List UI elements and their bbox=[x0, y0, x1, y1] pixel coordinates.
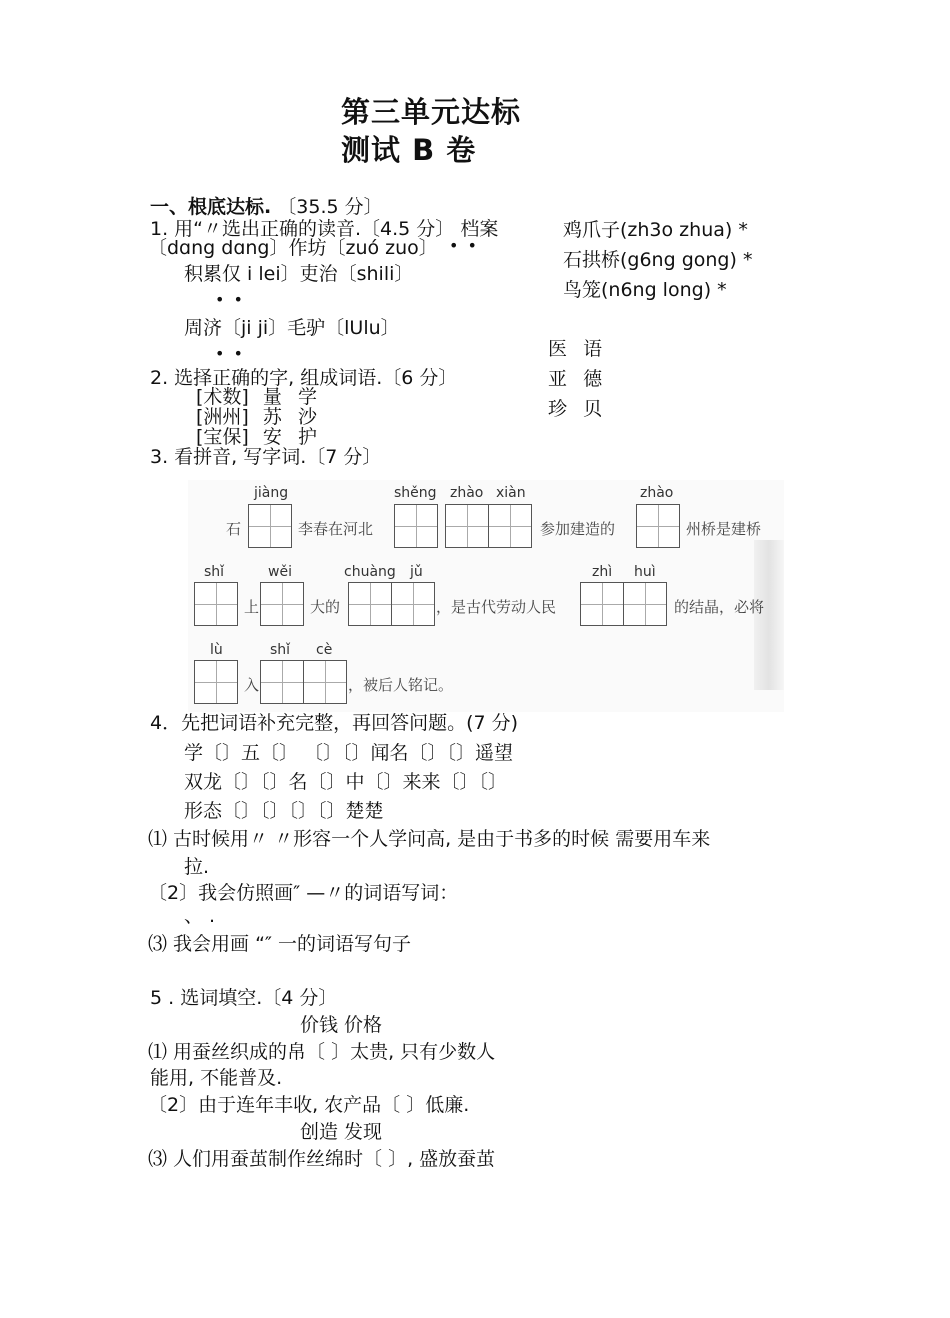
q2-stem: 2. 选择正确的字, 组成词语.〔6 分〕 bbox=[150, 367, 458, 389]
writing-cell[interactable] bbox=[394, 504, 438, 548]
pinyin-writing-grid bbox=[188, 480, 784, 712]
grid-text: ，是古代劳动人民 bbox=[436, 598, 557, 616]
q2-row-2 bbox=[196, 407, 317, 427]
grid-pinyin: shǐ bbox=[204, 564, 225, 580]
q4-sub2: 〔2〕我会仿照画″ —〃的词语写词： bbox=[148, 882, 459, 904]
grid-pinyin: huì bbox=[634, 564, 656, 580]
q5-options-1: 价钱 价格 bbox=[300, 1014, 383, 1036]
writing-cell[interactable] bbox=[194, 660, 238, 704]
q2-right-row-3 bbox=[548, 398, 602, 420]
q2-right-word: 语 bbox=[583, 338, 603, 360]
q1-dots3: • • bbox=[215, 290, 245, 309]
grid-text: 州桥是建桥 bbox=[686, 520, 762, 538]
grid-pinyin: chuàng bbox=[344, 564, 396, 580]
q2-choice: [术数] bbox=[196, 386, 249, 408]
writing-cell[interactable] bbox=[445, 504, 489, 548]
q1-line3: 积累仅 i lei〕吏治〔shili〕 bbox=[184, 263, 414, 285]
q1-dots4: • • bbox=[215, 344, 245, 363]
q1-right-3: 鸟笼(n6ng long) * bbox=[563, 279, 727, 301]
grid-pinyin: zhào bbox=[450, 485, 484, 501]
q3-stem: 3. 看拼音, 写字词.〔7 分〕 bbox=[150, 446, 382, 468]
grid-pinyin: cè bbox=[316, 642, 333, 658]
writing-cell[interactable] bbox=[391, 582, 435, 626]
writing-cell[interactable] bbox=[303, 660, 347, 704]
page-title-line1: 第三单元达标 bbox=[341, 95, 522, 129]
writing-cell[interactable] bbox=[580, 582, 624, 626]
q1-dots2: • • bbox=[449, 236, 479, 255]
writing-cell[interactable] bbox=[348, 582, 392, 626]
q5-sentence-1: ⑴ 用蚕丝织成的帛〔 〕太贵, 只有少数人 bbox=[148, 1041, 496, 1063]
q1-stem: 1. 用“〃选出正确的读音.〔4.5 分〕 档案 bbox=[150, 218, 499, 240]
q2-right-word: 珍 bbox=[548, 398, 568, 420]
grid-text: 的结晶，必将 bbox=[674, 598, 765, 616]
q4-sub1: ⑴ 古时候用〃 〃形容一个人学问高, 是由于书多的时候 需要用车来 bbox=[148, 828, 711, 850]
q2-choice: [洲州] bbox=[196, 406, 249, 428]
grid-text: 入 bbox=[244, 676, 260, 694]
writing-cell[interactable] bbox=[623, 582, 667, 626]
q4-sub2b: 、 . bbox=[184, 905, 216, 927]
grid-text: 上 bbox=[244, 598, 260, 616]
q4-line-3: 形态〔〕〔〕〔〕〔〕楚楚 bbox=[184, 800, 384, 822]
q4-sub3: ⑶ 我会用画 “″ 一的词语写句子 bbox=[148, 933, 412, 955]
grid-pinyin: zhì bbox=[592, 564, 613, 580]
q2-right-word: 亚 bbox=[548, 368, 568, 390]
q5-options-2: 创造 发现 bbox=[300, 1121, 383, 1143]
grid-pinyin: shěng bbox=[394, 485, 437, 501]
grid-text: 参加建造的 bbox=[540, 520, 616, 538]
writing-cell[interactable] bbox=[260, 582, 304, 626]
q2-word: 学 bbox=[297, 386, 317, 408]
q4-line-2: 双龙〔〕〔〕名〔〕中〔〕来来〔〕〔〕 bbox=[184, 771, 508, 793]
writing-cell[interactable] bbox=[260, 660, 304, 704]
q2-right-row-1 bbox=[548, 338, 602, 360]
writing-cell[interactable] bbox=[488, 504, 532, 548]
q1-right-1: 鸡爪子(zh3o zhua) * bbox=[563, 219, 748, 241]
q4-line-1: 学〔〕五〔〕 〔〕〔〕闻名〔〕〔〕遥望 bbox=[184, 742, 514, 764]
section-heading-label: 一、根底达标. bbox=[150, 196, 272, 218]
q4-sub1b: 拉. bbox=[184, 856, 210, 878]
q2-word: 量 bbox=[262, 386, 282, 408]
writing-cell[interactable] bbox=[636, 504, 680, 548]
q4-stem: 4．先把词语补充完整，再回答问题。(7 分) bbox=[150, 712, 519, 734]
grid-pinyin: shǐ bbox=[270, 642, 291, 658]
grid-pinyin: wěi bbox=[268, 564, 292, 580]
grid-text: 石 bbox=[226, 520, 242, 538]
q5-sentence-3: ⑶ 人们用蚕茧制作丝绵时〔 〕, 盛放蚕茧 bbox=[148, 1148, 496, 1170]
q2-right-word: 贝 bbox=[583, 398, 603, 420]
grid-text: ，被后人铭记。 bbox=[348, 676, 454, 694]
grid-pinyin: lù bbox=[210, 642, 223, 658]
grid-text: 李春在河北 bbox=[298, 520, 374, 538]
q2-word: 安 bbox=[262, 426, 282, 448]
q2-right-word: 德 bbox=[583, 368, 603, 390]
q2-row-3 bbox=[196, 427, 317, 447]
grid-pinyin: zhào bbox=[640, 485, 674, 501]
q1-right-2: 石拱桥(g6ng gong) * bbox=[563, 249, 753, 271]
page-title-line2: 测试 B 卷 bbox=[341, 133, 477, 167]
section-heading bbox=[150, 196, 383, 218]
grid-pinyin: jǔ bbox=[410, 564, 423, 580]
grid-pinyin: jiàng bbox=[254, 485, 289, 501]
q5-sentence-1b: 能用, 不能普及. bbox=[150, 1067, 283, 1089]
writing-cell[interactable] bbox=[194, 582, 238, 626]
q1-line4: 周济〔ji ji〕毛驴〔lUlu〕 bbox=[184, 317, 400, 339]
q2-row-1 bbox=[196, 387, 317, 407]
q5-sentence-2: 〔2〕由于连年丰收, 农产品〔 〕低廉. bbox=[148, 1094, 470, 1116]
section-heading-score: 〔35.5 分〕 bbox=[277, 196, 383, 218]
q2-word: 苏 bbox=[262, 406, 282, 428]
grid-text: 大的 bbox=[310, 598, 341, 616]
q2-word: 护 bbox=[297, 426, 317, 448]
q1-line2: 〔dɑng dɑng〕作坊〔zuó zuo〕 bbox=[148, 237, 438, 259]
writing-cell[interactable] bbox=[248, 504, 292, 548]
q2-word: 沙 bbox=[297, 406, 317, 428]
q2-right-word: 医 bbox=[548, 338, 568, 360]
q2-right-row-2 bbox=[548, 368, 602, 390]
q5-stem: 5 . 选词填空.〔4 分〕 bbox=[150, 987, 338, 1009]
grid-pinyin: xiàn bbox=[496, 485, 526, 501]
q2-choice: [宝保] bbox=[196, 426, 249, 448]
